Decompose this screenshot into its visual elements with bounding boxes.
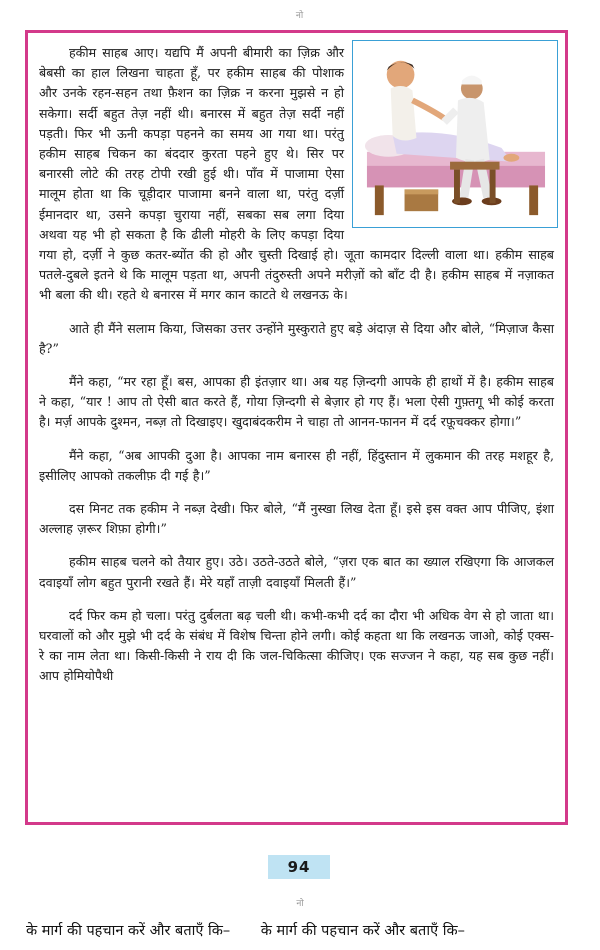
footer-mark: नो <box>296 899 304 909</box>
header-mark: नो <box>295 11 305 21</box>
page-number: 94 <box>268 855 330 879</box>
paragraph-2: आते ही मैंने सलाम किया, जिसका उत्तर उन्होंने मुस्कुराते हुए बड़े अंदाज़ से दिया और बोले, “मिज़ाज कैसा है?” <box>39 320 554 356</box>
paragraph-6: हकीम साहब चलने को तैयार हुए। उठे। उठते-उठते बोले, “ज़रा एक बात का ख्याल रखिएगा कि आजकल दवाइयाँ लोग बहुत पुरानी रखते हैं। मेरे यहाँ ताज़ी दवाइयाँ मिलती हैं।” <box>39 554 554 590</box>
bottom-text-left: के मार्ग की पहचान करें और बताएँ कि– <box>26 923 231 939</box>
paragraph-5: दस मिनट तक हकीम ने नब्ज़ देखी। फिर बोले, “मैं नुस्खा लिख देता हूँ। इसे इस वक्त आप पीजिए, इंशा अल्लाह ज़रूर शिफ़ा होगी।” <box>39 501 554 537</box>
doctor-patient-illustration <box>353 41 557 227</box>
paragraph-7: दर्द फिर कम हो चला। परंतु दुर्बलता बढ़ चली थी। कभी-कभी दर्द का दौरा भी अधिक वेग से हो जाता था। घरवालों को और मुझे भी दर्द के संबंध में विशेष चिन्ता होने लगी। कोई कहता था कि लखनऊ जाओ, कोई एक्स-रे का नाम लेता था। किसी-किसी ने राय दी कि जल-चिकित्सा कीजिए। एक सज्जन ने कहा, यह सब कुछ नहीं। आप होमियोपैथी <box>39 607 554 684</box>
text-frame <box>25 30 568 825</box>
bottom-cutoff-line <box>26 920 586 940</box>
illustration-doctor-checking-pulse <box>352 40 558 228</box>
paragraph-3: मैंने कहा, “मर रहा हूँ। बस, आपका ही इंतज़ार था। अब यह ज़िन्दगी आपके ही हाथों में है। हकीम साहब ने कहा, “यार ! आप तो ऐसी बात करते हैं, गोया ज़िन्दगी से बेज़ार हो गए हैं। भला ऐसी गुफ़्तगू भी कोई करता है। मर्ज़ आपके दुश्मन, नब्ज़ तो दिखाइए। खुदाबंदकरीम ने चाहा तो आनन-फानन में दर्द रफ़ूचक्कर होगा।” <box>39 374 554 430</box>
paragraph-1: हकीम साहब आए। यद्यपि मैं अपनी बीमारी का ज़िक्र और बेबसी का हाल लिखना चाहता हूँ, पर हकीम साहब की पोशाक और उनके रहन-सहन तथा फ़ैशन का ज़िक्र न करना मुझसे न हो सकेगा। सर्दी बहुत तेज़ नहीं थी। बनारस में बहुत तेज़ सर्दी नहीं पड़ती। फिर भी ऊनी कपड़ा पहनने का समय आ गया था। परंतु हकीम साहब चिकन का बंददार कुरता पहने हुए थे। सिर पर बनारसी लोटे की तरह टोपी रखी हुई थी। पाँव में पाजामा ऐसा मालूम होता था कि चूड़ीदार पाजामा बनने वाला था, परंतु दर्ज़ी ईमानदार था, उसने कपड़ा चुराया नहीं, सबका सब लगा दिया अथवा यह भी हो सकता है कि ढीली मोहरी के लिए कपड़ा दिया गया हो, दर्ज़ी ने कुछ कतर-ब्योंत की हो और चुस्ती दिखाई हो। जूता कामदार दिल्ली वाला था। हकीम साहब पतले-दुबले इतने थे कि मालूम पड़ता था, अपनी तंदुरुस्ती अपने मरीज़ों को बाँट दी है। हकीम साहब में नज़ाकत भी बला की थी। रहते थे बनारस में मगर कान काटते थे लखनऊ के। <box>39 45 554 303</box>
bottom-text-right: के मार्ग की पहचान करें और बताएँ कि– <box>260 923 465 939</box>
paragraph-4: मैंने कहा, “अब आपकी दुआ है। आपका नाम बनारस ही नहीं, हिंदुस्तान में लुकमान की तरह मशहूर है, इसीलिए आपको तकलीफ़ दी गई है।” <box>39 447 554 483</box>
